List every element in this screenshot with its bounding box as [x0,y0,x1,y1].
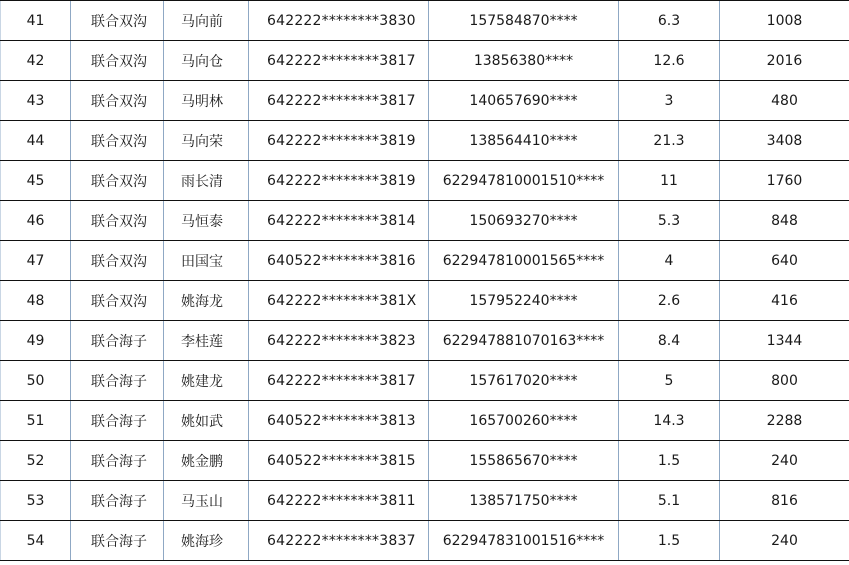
cell-village[interactable]: 联合海子 [71,321,164,361]
cell-name[interactable]: 雨长清 [164,161,249,201]
cell-no[interactable]: 51 [1,401,71,441]
cell-area[interactable]: 14.3 [619,401,720,441]
cell-area[interactable]: 21.3 [619,121,720,161]
cell-amount[interactable]: 480 [720,81,849,121]
cell-name[interactable]: 马向前 [164,1,249,41]
table-row [1,81,849,121]
cell-account[interactable]: 138564410**** [429,121,619,161]
cell-no[interactable]: 43 [1,81,71,121]
table-row [1,481,849,521]
cell-id[interactable]: 642222********3819 [249,161,429,201]
cell-amount[interactable]: 1008 [720,1,849,41]
table-row [1,361,849,401]
cell-account[interactable]: 138571750**** [429,481,619,521]
cell-name[interactable]: 马玉山 [164,481,249,521]
table-row [1,401,849,441]
cell-village[interactable]: 联合双沟 [71,241,164,281]
cell-no[interactable]: 50 [1,361,71,401]
cell-name[interactable]: 姚海龙 [164,281,249,321]
table-row [1,521,849,561]
table-row [1,241,849,281]
cell-no[interactable]: 53 [1,481,71,521]
cell-account[interactable]: 622947810001510**** [429,161,619,201]
cell-name[interactable]: 姚如武 [164,401,249,441]
cell-amount[interactable]: 2016 [720,41,849,81]
cell-amount[interactable]: 2288 [720,401,849,441]
cell-area[interactable]: 11 [619,161,720,201]
cell-village[interactable]: 联合双沟 [71,121,164,161]
cell-village[interactable]: 联合双沟 [71,41,164,81]
cell-name[interactable]: 马向仓 [164,41,249,81]
cell-account[interactable]: 622947831001516**** [429,521,619,561]
cell-village[interactable]: 联合海子 [71,361,164,401]
cell-village[interactable]: 联合双沟 [71,201,164,241]
cell-account[interactable]: 622947810001565**** [429,241,619,281]
cell-account[interactable]: 157617020**** [429,361,619,401]
cell-amount[interactable]: 240 [720,441,849,481]
cell-name[interactable]: 马明林 [164,81,249,121]
cell-id[interactable]: 640522********3815 [249,441,429,481]
cell-village[interactable]: 联合海子 [71,521,164,561]
cell-area[interactable]: 2.6 [619,281,720,321]
cell-no[interactable]: 45 [1,161,71,201]
cell-no[interactable]: 44 [1,121,71,161]
cell-account[interactable]: 140657690**** [429,81,619,121]
cell-village[interactable]: 联合海子 [71,481,164,521]
cell-amount[interactable]: 240 [720,521,849,561]
cell-id[interactable]: 642222********3819 [249,121,429,161]
cell-amount[interactable]: 3408 [720,121,849,161]
cell-amount[interactable]: 1760 [720,161,849,201]
cell-account[interactable]: 157952240**** [429,281,619,321]
cell-account[interactable]: 622947881070163**** [429,321,619,361]
cell-area[interactable]: 5.3 [619,201,720,241]
cell-name[interactable]: 马向荣 [164,121,249,161]
cell-name[interactable]: 姚金鹏 [164,441,249,481]
table-row [1,201,849,241]
cell-id[interactable]: 642222********3830 [249,1,429,41]
cell-account[interactable]: 155865670**** [429,441,619,481]
cell-name[interactable]: 田国宝 [164,241,249,281]
cell-id[interactable]: 642222********3837 [249,521,429,561]
cell-amount[interactable]: 848 [720,201,849,241]
cell-id[interactable]: 642222********3817 [249,361,429,401]
cell-area[interactable]: 3 [619,81,720,121]
cell-no[interactable]: 41 [1,1,71,41]
cell-id[interactable]: 642222********3817 [249,81,429,121]
cell-name[interactable]: 姚建龙 [164,361,249,401]
cell-amount[interactable]: 800 [720,361,849,401]
cell-account[interactable]: 157584870**** [429,1,619,41]
cell-village[interactable]: 联合双沟 [71,1,164,41]
cell-no[interactable]: 48 [1,281,71,321]
cell-name[interactable]: 李桂莲 [164,321,249,361]
cell-no[interactable]: 47 [1,241,71,281]
cell-no[interactable]: 49 [1,321,71,361]
cell-village[interactable]: 联合双沟 [71,81,164,121]
cell-amount[interactable]: 416 [720,281,849,321]
cell-amount[interactable]: 640 [720,241,849,281]
table-row [1,1,849,41]
cell-id[interactable]: 642222********3811 [249,481,429,521]
cell-name[interactable]: 姚海珍 [164,521,249,561]
cell-area[interactable]: 12.6 [619,41,720,81]
table-body [1,0,849,561]
table-row [1,161,849,201]
cell-no[interactable]: 54 [1,521,71,561]
cell-no[interactable]: 52 [1,441,71,481]
cell-no[interactable]: 46 [1,201,71,241]
cell-area[interactable]: 5.1 [619,481,720,521]
cell-no[interactable]: 42 [1,41,71,81]
cell-id[interactable]: 642222********381X [249,281,429,321]
cell-area[interactable]: 5 [619,361,720,401]
table-row [1,41,849,81]
cell-village[interactable]: 联合双沟 [71,161,164,201]
cell-name[interactable]: 马恒泰 [164,201,249,241]
table-row [1,121,849,161]
cell-account[interactable]: 165700260**** [429,401,619,441]
cell-area[interactable]: 6.3 [619,1,720,41]
table-row [1,441,849,481]
table-row [1,281,849,321]
cell-amount[interactable]: 1344 [720,321,849,361]
cell-amount[interactable]: 816 [720,481,849,521]
cell-account[interactable]: 13856380**** [429,41,619,81]
cell-id[interactable]: 642222********3814 [249,201,429,241]
cell-area[interactable]: 1.5 [619,441,720,481]
cell-account[interactable]: 150693270**** [429,201,619,241]
cell-village[interactable]: 联合双沟 [71,281,164,321]
cell-area[interactable]: 8.4 [619,321,720,361]
cell-id[interactable]: 642222********3823 [249,321,429,361]
cell-id[interactable]: 640522********3813 [249,401,429,441]
cell-area[interactable]: 4 [619,241,720,281]
table-row [1,321,849,361]
cell-area[interactable]: 1.5 [619,521,720,561]
cell-id[interactable]: 642222********3817 [249,41,429,81]
cell-village[interactable]: 联合海子 [71,401,164,441]
cell-id[interactable]: 640522********3816 [249,241,429,281]
cell-village[interactable]: 联合海子 [71,441,164,481]
